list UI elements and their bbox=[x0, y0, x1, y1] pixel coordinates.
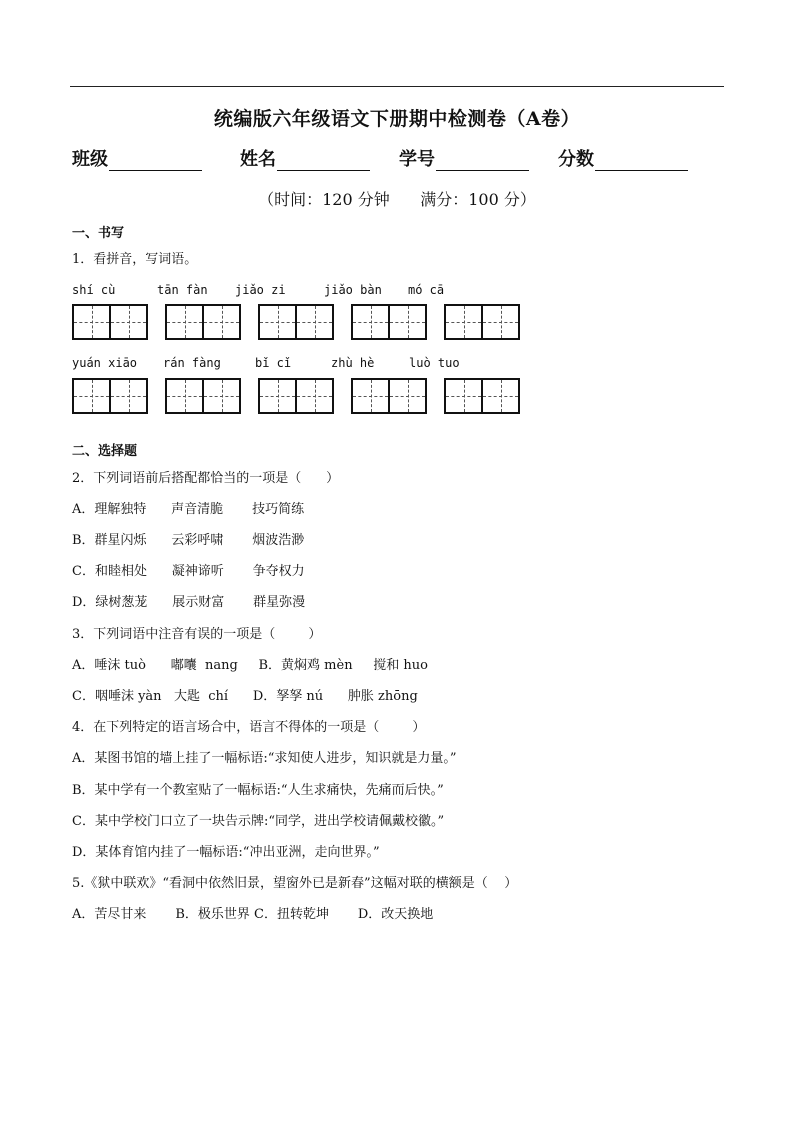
question-4-option: B．某中学有一个教室贴了一幅标语:“人生求痛快，先痛而后快。” bbox=[72, 783, 444, 798]
pinyin-label: zhù hè bbox=[331, 356, 375, 370]
question-5: 5.《狱中联欢》“看洞中依然旧景，望窗外已是新春”这幅对联的横额是（ ） bbox=[72, 876, 518, 891]
student-info-row bbox=[72, 145, 712, 171]
name-blank[interactable] bbox=[277, 150, 370, 171]
question-2-option: D．绿树葱茏 展示财富 群星弥漫 bbox=[72, 595, 306, 610]
tianzige-answer-box[interactable] bbox=[165, 378, 241, 414]
tianzige-answer-box[interactable] bbox=[258, 378, 334, 414]
name-field[interactable] bbox=[240, 145, 370, 171]
question-2: 2．下列词语前后搭配都恰当的一项是（ ） bbox=[72, 471, 340, 486]
score-field[interactable] bbox=[558, 145, 688, 171]
tianzige-answer-box[interactable] bbox=[444, 378, 520, 414]
id-label: 学号 bbox=[399, 149, 435, 170]
section-2-title: 二、选择题 bbox=[72, 444, 138, 459]
question-2-option: C．和睦相处 凝神谛听 争夺权力 bbox=[72, 564, 305, 579]
pinyin-label: yuán xiāo bbox=[72, 356, 138, 370]
pinyin-label: jiǎo zi bbox=[235, 283, 286, 297]
pinyin-label: luò tuo bbox=[409, 356, 460, 370]
pinyin-label: shí cù bbox=[72, 283, 116, 297]
page-title: 统编版六年级语文下册期中检测卷（A卷） bbox=[213, 108, 581, 130]
pinyin-label: tān fàn bbox=[157, 283, 208, 297]
id-blank[interactable] bbox=[436, 150, 529, 171]
pinyin-label: bǐ cǐ bbox=[255, 356, 292, 370]
question-2-option: A．理解独特 声音清脆 技巧简练 bbox=[72, 502, 305, 517]
question-1: 1．看拼音，写词语。 bbox=[72, 252, 198, 267]
question-3-option: A．唾沫 tuò 嘟囔 nang B．黄焖鸡 mèn 搅和 huo bbox=[72, 658, 428, 673]
question-4-option: C．某中学校门口立了一块告示牌:“同学，进出学校请佩戴校徽。” bbox=[72, 814, 445, 829]
tianzige-answer-box[interactable] bbox=[72, 378, 148, 414]
score-label: 分数 bbox=[558, 149, 594, 170]
tianzige-answer-box[interactable] bbox=[72, 304, 148, 340]
id-field[interactable] bbox=[399, 145, 529, 171]
tianzige-answer-box[interactable] bbox=[351, 378, 427, 414]
section-1-title: 一、书写 bbox=[72, 226, 125, 241]
pinyin-label: rán fàng bbox=[163, 356, 221, 370]
tianzige-answer-box[interactable] bbox=[165, 304, 241, 340]
class-blank[interactable] bbox=[109, 150, 202, 171]
top-rule bbox=[70, 86, 724, 87]
tianzige-answer-box[interactable] bbox=[351, 304, 427, 340]
question-5-options: A．苦尽甘来 B．极乐世界 C．扭转乾坤 D．改天换地 bbox=[72, 907, 434, 922]
question-3-option: C．咽唾沫 yàn 大匙 chí D．孥孥 nú 肿胀 zhōng bbox=[72, 689, 418, 704]
pinyin-label: mó cā bbox=[408, 283, 445, 297]
question-4: 4．在下列特定的语言场合中，语言不得体的一项是（ ） bbox=[72, 720, 426, 735]
time-score-line: （时间：120 分钟 满分：100 分） bbox=[258, 190, 536, 209]
question-4-option: D．某体育馆内挂了一幅标语:“冲出亚洲，走向世界。” bbox=[72, 845, 380, 860]
score-blank[interactable] bbox=[595, 150, 688, 171]
name-label: 姓名 bbox=[240, 149, 276, 170]
class-label: 班级 bbox=[72, 149, 108, 170]
pinyin-label: jiǎo bàn bbox=[324, 283, 382, 297]
tianzige-answer-box[interactable] bbox=[258, 304, 334, 340]
class-field[interactable] bbox=[72, 145, 202, 171]
question-3: 3．下列词语中注音有误的一项是（ ） bbox=[72, 627, 322, 642]
question-4-option: A．某图书馆的墙上挂了一幅标语:“求知使人进步，知识就是力量。” bbox=[72, 751, 457, 766]
tianzige-answer-box[interactable] bbox=[444, 304, 520, 340]
question-2-option: B．群星闪烁 云彩呼啸 烟波浩渺 bbox=[72, 533, 305, 548]
